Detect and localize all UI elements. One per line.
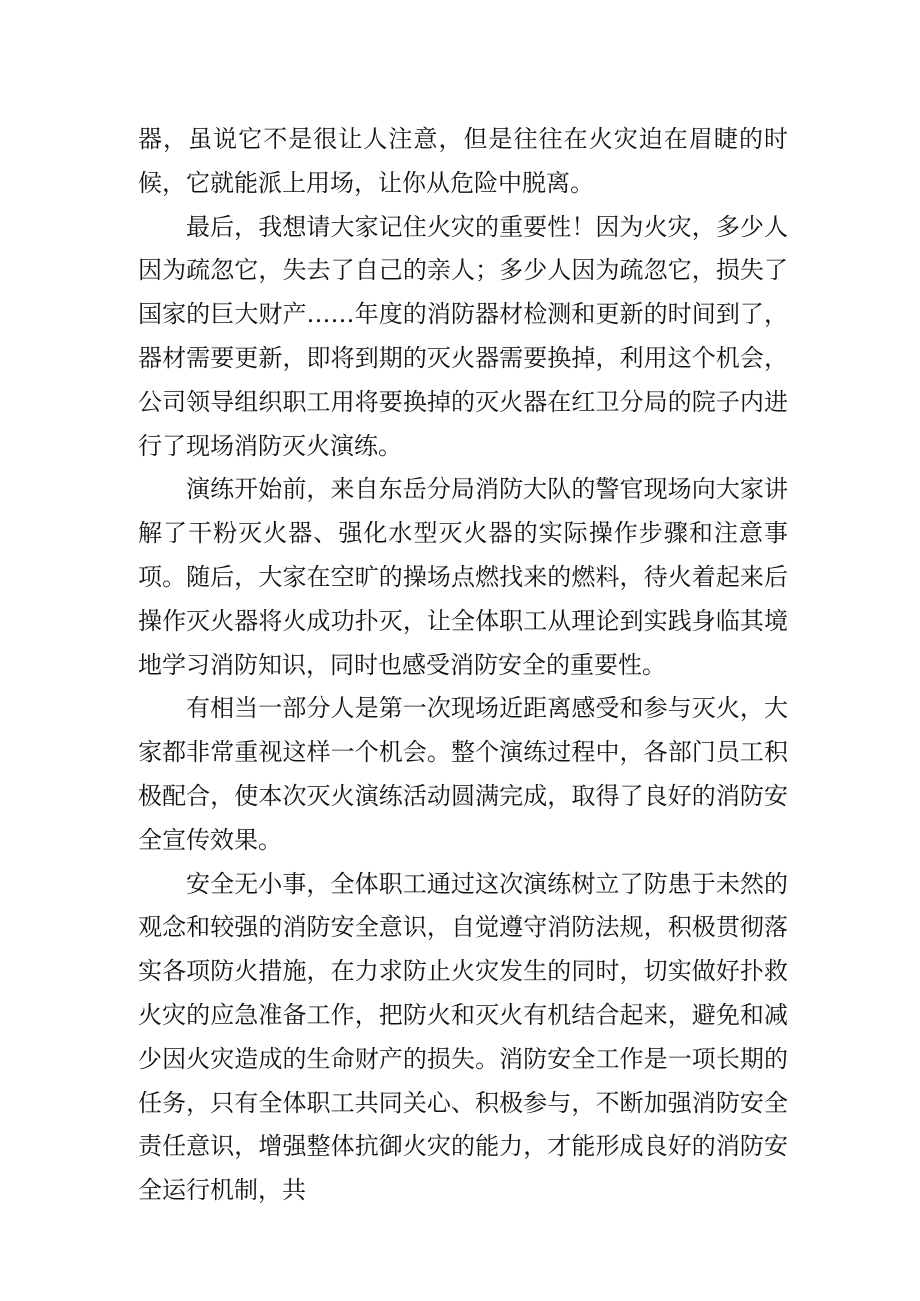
paragraph: 有相当一部分人是第一次现场近距离感受和参与灭火，大家都非常重视这样一个机会。整个演练过程中，各部门员工积极配合，使本次灭火演练活动圆满完成，取得了良好的消防安全宣传效果。	[138, 694, 788, 854]
document-page	[138, 118, 788, 1213]
paragraph-continued: 器，虽说它不是很让人注意，但是往往在火灾迫在眉睫的时候，它就能派上用场，让你从危险中脱离。	[138, 125, 788, 197]
paragraph: 安全无小事，全体职工通过这次演练树立了防患于未然的观念和较强的消防安全意识，自觉遵守消防法规，积极贯彻落实各项防火措施，在力求防止火灾发生的同时，切实做好扑救火灾的应急准备工作，把防火和灭火有机结合起来，避免和减少因火灾造成的生命财产的损失。消防安全工作是一项长期的任务，只有全体职工共同关心、积极参与，不断加强消防安全责任意识，增强整体抗御火灾的能力，才能形成良好的消防安全运行机制，共	[138, 869, 788, 1205]
paragraph: 最后，我想请大家记住火灾的重要性！因为火灾，多少人因为疏忽它，失去了自己的亲人；多少人因为疏忽它，损失了国家的巨大财产……年度的消防器材检测和更新的时间到了，器材需要更新，即将到期的灭火器需要换掉，利用这个机会，公司领导组织职工用将要换掉的灭火器在红卫分局的院子内进行了现场消防灭火演练。	[138, 212, 788, 460]
paragraph: 演练开始前，来自东岳分局消防大队的警官现场向大家讲解了干粉灭火器、强化水型灭火器的实际操作步骤和注意事项。随后，大家在空旷的操场点燃找来的燃料，待火着起来后操作灭火器将火成功扑灭，让全体职工从理论到实践身临其境地学习消防知识，同时也感受消防安全的重要性。	[138, 475, 788, 679]
